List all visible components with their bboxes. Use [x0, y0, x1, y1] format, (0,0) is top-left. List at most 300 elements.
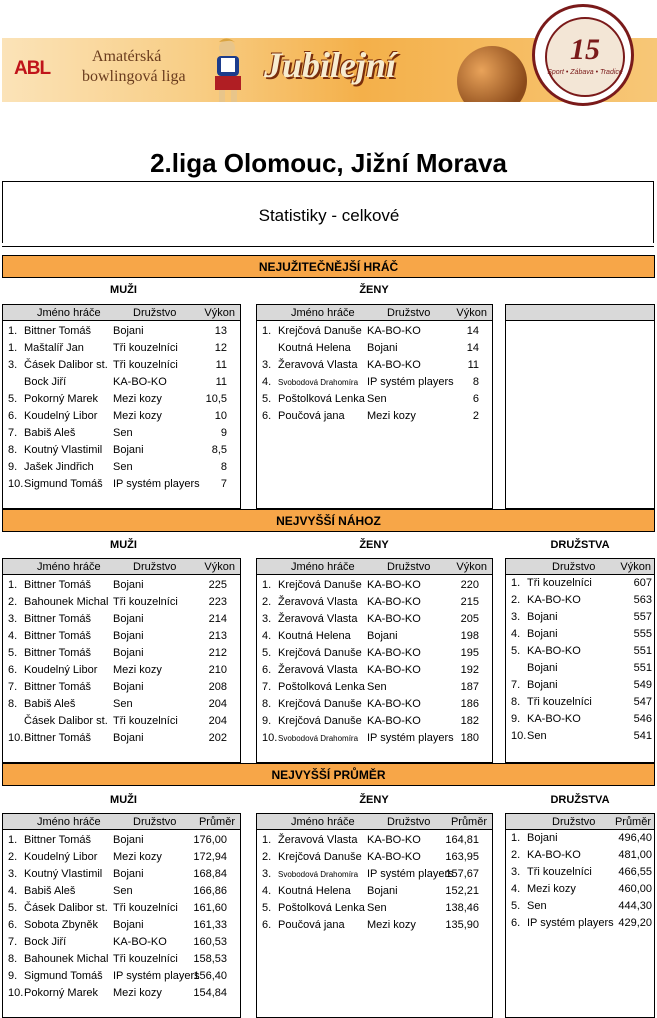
team-name: Sen — [113, 885, 133, 897]
rank: 3. — [262, 868, 272, 880]
score-value: 172,94 — [193, 851, 227, 863]
table-row — [2, 832, 241, 849]
avg-women-table — [256, 813, 493, 1018]
player-name: Krejčová Danuše — [278, 851, 362, 863]
table-row — [256, 628, 493, 645]
team-name: Bojani — [113, 834, 144, 846]
rank: 6. — [8, 919, 18, 931]
team-name: Mezi kozy — [113, 410, 162, 422]
player-name: Krejčová Danuše — [278, 715, 362, 727]
team-name: Bojani — [527, 679, 558, 691]
team-name: Tři kouzelníci — [527, 866, 592, 878]
section-useful-title: NEJUŽITEČNĚJŠÍ HRÁČ — [2, 255, 655, 278]
rank: 3. — [8, 613, 18, 625]
rank: 1. — [511, 577, 521, 589]
team-name: Tři kouzelníci — [113, 953, 178, 965]
score-value: 208 — [208, 681, 227, 693]
throw-teams-label: DRUŽSTVA — [550, 539, 610, 551]
useful-women-table — [256, 304, 493, 509]
team-name: KA-BO-KO — [113, 376, 167, 388]
rank: 7. — [8, 936, 18, 948]
score-value: 213 — [208, 630, 227, 642]
column-header-team: Družstvo — [387, 307, 431, 319]
player-name: Krejčová Danuše — [278, 579, 362, 591]
score-value: 176,00 — [193, 834, 227, 846]
score-value: 161,33 — [193, 919, 227, 931]
rank: 6. — [262, 664, 272, 676]
table-row — [2, 662, 241, 679]
rank: 9. — [8, 970, 18, 982]
rank: 4. — [8, 630, 18, 642]
score-value: 135,90 — [445, 919, 479, 931]
score-value: 2 — [472, 410, 479, 422]
team-name: Bojani — [367, 885, 398, 897]
subtitle-box — [2, 181, 654, 243]
rank: 2. — [8, 596, 18, 608]
table-row — [505, 660, 655, 677]
rank: 1. — [262, 579, 272, 591]
column-header-name: Jméno hráče — [37, 561, 101, 573]
player-name: Bittner Tomáš — [24, 732, 92, 744]
table-row — [256, 849, 493, 866]
table-row — [505, 677, 655, 694]
rank: 3. — [511, 866, 521, 878]
player-name: Žeravová Vlasta — [278, 834, 358, 846]
table-row — [505, 592, 655, 609]
rank: 8. — [262, 698, 272, 710]
table-row — [256, 679, 493, 696]
rank: 10. — [262, 732, 278, 744]
column-header-team: Družstvo — [133, 816, 177, 828]
table-row — [505, 575, 655, 592]
score-value: 496,40 — [618, 832, 652, 844]
score-value: 460,00 — [618, 883, 652, 895]
score-value: 138,46 — [445, 902, 479, 914]
table-row — [2, 696, 241, 713]
table-row — [256, 713, 493, 730]
rank: 10. — [8, 987, 24, 999]
team-name: Bojani — [527, 662, 558, 674]
table-row — [256, 340, 493, 357]
rank: 3. — [262, 613, 272, 625]
team-name: Mezi kozy — [113, 664, 162, 676]
score-value: 205 — [460, 613, 479, 625]
rank: 8. — [8, 953, 18, 965]
team-name: Tři kouzelníci — [113, 342, 178, 354]
team-name: Sen — [527, 730, 547, 742]
player-name: Bittner Tomáš — [24, 613, 92, 625]
rank: 1. — [8, 342, 18, 354]
score-value: 557 — [633, 611, 652, 623]
team-name: KA-BO-KO — [527, 645, 581, 657]
rank: 4. — [511, 628, 521, 640]
team-name: KA-BO-KO — [527, 594, 581, 606]
banner-subtitle-line2: bowlingová liga — [82, 68, 186, 85]
rank: 1. — [8, 325, 18, 337]
team-name: IP systém players — [113, 970, 200, 982]
team-name: Bojani — [113, 613, 144, 625]
team-name: Sen — [113, 427, 133, 439]
rank: 2. — [262, 851, 272, 863]
rank: 9. — [8, 461, 18, 473]
player-name: Koutná Helena — [278, 630, 351, 642]
player-name: Bittner Tomáš — [24, 647, 92, 659]
score-value: 210 — [208, 664, 227, 676]
rank: 2. — [511, 849, 521, 861]
table-row — [505, 847, 655, 864]
score-value: 12 — [214, 342, 227, 354]
column-header-team: Družstvo — [387, 561, 431, 573]
table-row — [256, 645, 493, 662]
table-row — [2, 425, 241, 442]
team-name: KA-BO-KO — [367, 647, 421, 659]
rank: 2. — [262, 596, 272, 608]
rank: 8. — [8, 698, 18, 710]
score-value: 14 — [466, 342, 479, 354]
throw-men-table — [2, 558, 241, 763]
table-row — [2, 985, 241, 1002]
score-value: 220 — [460, 579, 479, 591]
table-row — [2, 713, 241, 730]
score-value: 156,40 — [193, 970, 227, 982]
team-name: Mezi kozy — [367, 410, 416, 422]
team-name: KA-BO-KO — [367, 596, 421, 608]
team-name: Bojani — [527, 611, 558, 623]
column-header-name: Jméno hráče — [37, 816, 101, 828]
section-throw-title: NEJVYŠŠÍ NÁHOZ — [2, 509, 655, 532]
column-header-value: Průměr — [614, 816, 651, 828]
score-value: 546 — [633, 713, 652, 725]
table-row — [256, 883, 493, 900]
team-name: KA-BO-KO — [367, 579, 421, 591]
rank: 7. — [8, 681, 18, 693]
team-name: Bojani — [113, 681, 144, 693]
useful-men-label: MUŽI — [110, 284, 137, 296]
avg-men-label: MUŽI — [110, 794, 137, 806]
team-name: IP systém players — [113, 478, 200, 490]
table-row — [256, 662, 493, 679]
score-value: 158,53 — [193, 953, 227, 965]
table-row — [505, 609, 655, 626]
score-value: 8,5 — [211, 444, 227, 456]
rank: 8. — [511, 696, 521, 708]
table-row — [256, 900, 493, 917]
player-name: Svobodová Drahomíra — [278, 870, 359, 879]
player-name: Pokorný Marek — [24, 393, 98, 405]
team-name: KA-BO-KO — [367, 664, 421, 676]
bowling-ball-icon — [457, 46, 527, 102]
team-name: KA-BO-KO — [367, 325, 421, 337]
column-header-name: Jméno hráče — [37, 307, 101, 319]
team-name: KA-BO-KO — [367, 359, 421, 371]
player-name: Sigmund Tomáš — [24, 970, 103, 982]
player-name: Koutná Helena — [278, 885, 351, 897]
player-name: Poštolková Lenka — [278, 681, 365, 693]
avg-teams-label: DRUŽSTVA — [550, 794, 610, 806]
score-value: 11 — [467, 359, 479, 371]
player-name: Jašek Jindřich — [24, 461, 94, 473]
team-name: Mezi kozy — [113, 393, 162, 405]
player-name: Bittner Tomáš — [24, 681, 92, 693]
player-name: Sigmund Tomáš — [24, 478, 103, 490]
banner-subtitle-line1: Amatérská — [92, 48, 162, 65]
player-name: Koutná Helena — [278, 342, 351, 354]
player-name: Koudelný Libor — [24, 664, 98, 676]
rank: 5. — [8, 902, 18, 914]
bowler-illustration — [197, 38, 255, 102]
column-header-value: Výkon — [204, 561, 235, 573]
player-name: Krejčová Danuše — [278, 325, 362, 337]
team-name: Bojani — [367, 342, 398, 354]
score-value: 563 — [633, 594, 652, 606]
player-name: Babiš Aleš — [24, 427, 76, 439]
table-row — [505, 643, 655, 660]
team-name: Bojani — [113, 325, 144, 337]
column-header-team: Družstvo — [387, 816, 431, 828]
team-name: Sen — [113, 698, 133, 710]
rank: 1. — [511, 832, 521, 844]
throw-teams-table — [505, 558, 655, 763]
table-row — [2, 866, 241, 883]
useful-empty-body — [505, 321, 655, 509]
team-name: KA-BO-KO — [367, 715, 421, 727]
table-row — [505, 915, 655, 932]
table-row — [2, 934, 241, 951]
player-name: Čásek Dalibor st. — [24, 359, 108, 371]
rank: 6. — [8, 410, 18, 422]
score-value: 444,30 — [618, 900, 652, 912]
table-row — [256, 391, 493, 408]
player-name: Žeravová Vlasta — [278, 664, 358, 676]
player-name: Krejčová Danuše — [278, 698, 362, 710]
table-row — [2, 391, 241, 408]
table-row — [2, 611, 241, 628]
score-value: 555 — [633, 628, 652, 640]
team-name: KA-BO-KO — [113, 936, 167, 948]
player-name: Bock Jiří — [24, 936, 67, 948]
score-value: 202 — [208, 732, 227, 744]
useful-women-header — [256, 304, 493, 321]
rank: 1. — [8, 579, 18, 591]
score-value: 212 — [208, 647, 227, 659]
rank: 2. — [511, 594, 521, 606]
rank: 6. — [511, 917, 521, 929]
rank: 10. — [8, 732, 24, 744]
rank: 10. — [511, 730, 527, 742]
player-name: Maštalíř Jan — [24, 342, 84, 354]
table-row — [2, 679, 241, 696]
score-value: 152,21 — [445, 885, 479, 897]
team-name: Bojani — [113, 919, 144, 931]
rank: 5. — [511, 645, 521, 657]
score-value: 6 — [472, 393, 479, 405]
team-name: Sen — [527, 900, 547, 912]
score-value: 161,60 — [193, 902, 227, 914]
score-value: 11 — [215, 359, 227, 371]
table-row — [2, 459, 241, 476]
score-value: 223 — [208, 596, 227, 608]
score-value: 168,84 — [193, 868, 227, 880]
score-value: 204 — [208, 715, 227, 727]
score-value: 160,53 — [193, 936, 227, 948]
table-row — [2, 900, 241, 917]
team-name: Tři kouzelníci — [527, 696, 592, 708]
rank: 2. — [8, 851, 18, 863]
team-name: Sen — [367, 393, 387, 405]
column-header-value: Výkon — [204, 307, 235, 319]
rank: 5. — [262, 393, 272, 405]
rank: 5. — [8, 647, 18, 659]
team-name: Mezi kozy — [113, 851, 162, 863]
team-name: Bojani — [367, 630, 398, 642]
player-name: Bahounek Michal — [24, 596, 109, 608]
score-value: 8 — [472, 376, 479, 388]
table-row — [2, 917, 241, 934]
team-name: Mezi kozy — [113, 987, 162, 999]
table-row — [256, 374, 493, 391]
table-row — [505, 694, 655, 711]
rank: 4. — [8, 885, 18, 897]
player-name: Koudelný Libor — [24, 410, 98, 422]
column-header-name: Jméno hráče — [291, 816, 355, 828]
team-name: Bojani — [113, 630, 144, 642]
table-row — [2, 849, 241, 866]
score-value: 13 — [214, 325, 227, 337]
table-row — [2, 340, 241, 357]
column-header-value: Výkon — [620, 561, 651, 573]
player-name: Koutný Vlastimil — [24, 444, 103, 456]
column-header-value: Výkon — [456, 307, 487, 319]
player-name: Žeravová Vlasta — [278, 596, 358, 608]
rank: 9. — [262, 715, 272, 727]
score-value: 187 — [460, 681, 479, 693]
table-row — [2, 476, 241, 493]
seal-motto: Sport • Zábava • Tradice — [547, 69, 623, 76]
player-name: Čásek Dalibor st. — [24, 715, 108, 727]
team-name: Sen — [367, 681, 387, 693]
table-row — [505, 728, 655, 745]
page-title: 2.liga Olomouc, Jižní Morava — [150, 148, 507, 178]
useful-empty-table — [505, 304, 655, 509]
team-name: Bojani — [113, 732, 144, 744]
avg-women-label: ŽENY — [359, 794, 389, 806]
useful-men-table — [2, 304, 241, 509]
rank: 7. — [511, 679, 521, 691]
useful-empty-header — [505, 304, 655, 321]
rank: 5. — [262, 902, 272, 914]
score-value: 11 — [215, 376, 227, 388]
rank: 5. — [511, 900, 521, 912]
score-value: 192 — [460, 664, 479, 676]
abl-logo: ABL — [14, 58, 51, 79]
table-row — [505, 830, 655, 847]
score-value: 180 — [460, 732, 479, 744]
score-value: 551 — [633, 662, 652, 674]
player-name: Svobodová Drahomíra — [278, 378, 359, 387]
team-name: KA-BO-KO — [367, 851, 421, 863]
rank: 7. — [8, 427, 18, 439]
score-value: 182 — [460, 715, 479, 727]
player-name: Pokorný Marek — [24, 987, 98, 999]
score-value: 14 — [466, 325, 479, 337]
rank: 3. — [511, 611, 521, 623]
rank: 6. — [262, 919, 272, 931]
rank: 3. — [262, 359, 272, 371]
table-row — [256, 832, 493, 849]
score-value: 549 — [633, 679, 652, 691]
score-value: 429,20 — [618, 917, 652, 929]
table-row — [2, 628, 241, 645]
throw-women-label: ŽENY — [359, 539, 389, 551]
team-name: IP systém players — [367, 376, 454, 388]
score-value: 225 — [208, 579, 227, 591]
table-row — [2, 594, 241, 611]
score-value: 541 — [633, 730, 652, 742]
table-row — [2, 577, 241, 594]
score-value: 154,84 — [193, 987, 227, 999]
table-row — [2, 730, 241, 747]
team-name: Tři kouzelníci — [527, 577, 592, 589]
team-name: Sen — [113, 461, 133, 473]
score-value: 8 — [220, 461, 227, 473]
table-row — [2, 408, 241, 425]
table-row — [2, 883, 241, 900]
table-row — [505, 898, 655, 915]
team-name: KA-BO-KO — [527, 849, 581, 861]
rank: 5. — [8, 393, 18, 405]
score-value: 547 — [633, 696, 652, 708]
score-value: 466,55 — [618, 866, 652, 878]
team-name: Tři kouzelníci — [113, 715, 178, 727]
team-name: Tři kouzelníci — [113, 359, 178, 371]
team-name: KA-BO-KO — [367, 834, 421, 846]
column-header-value: Průměr — [198, 816, 235, 828]
table-row — [2, 951, 241, 968]
table-row — [2, 645, 241, 662]
team-name: Sen — [367, 902, 387, 914]
table-row — [2, 442, 241, 459]
table-row — [256, 696, 493, 713]
score-value: 215 — [460, 596, 479, 608]
throw-men-header — [2, 558, 241, 575]
player-name: Babiš Aleš — [24, 885, 76, 897]
rank: 1. — [262, 325, 272, 337]
throw-teams-header — [505, 558, 655, 575]
team-name: KA-BO-KO — [527, 713, 581, 725]
avg-teams-header — [505, 813, 655, 830]
player-name: Čásek Dalibor st. — [24, 902, 108, 914]
column-header-team: Družstvo — [133, 561, 177, 573]
player-name: Bittner Tomáš — [24, 630, 92, 642]
avg-teams-table — [505, 813, 655, 1018]
table-row — [256, 730, 493, 747]
player-name: Koutný Vlastimil — [24, 868, 103, 880]
team-name: Tři kouzelníci — [113, 596, 178, 608]
rank: 6. — [262, 410, 272, 422]
team-name: Bojani — [113, 444, 144, 456]
score-value: 198 — [460, 630, 479, 642]
rank: 4. — [511, 883, 521, 895]
player-name: Bahounek Michal — [24, 953, 109, 965]
score-value: 204 — [208, 698, 227, 710]
throw-men-label: MUŽI — [110, 539, 137, 551]
score-value: 7 — [220, 478, 227, 490]
table-row — [2, 323, 241, 340]
player-name: Poučová jana — [278, 410, 345, 422]
score-value: 607 — [633, 577, 652, 589]
rank: 8. — [8, 444, 18, 456]
table-row — [256, 917, 493, 934]
